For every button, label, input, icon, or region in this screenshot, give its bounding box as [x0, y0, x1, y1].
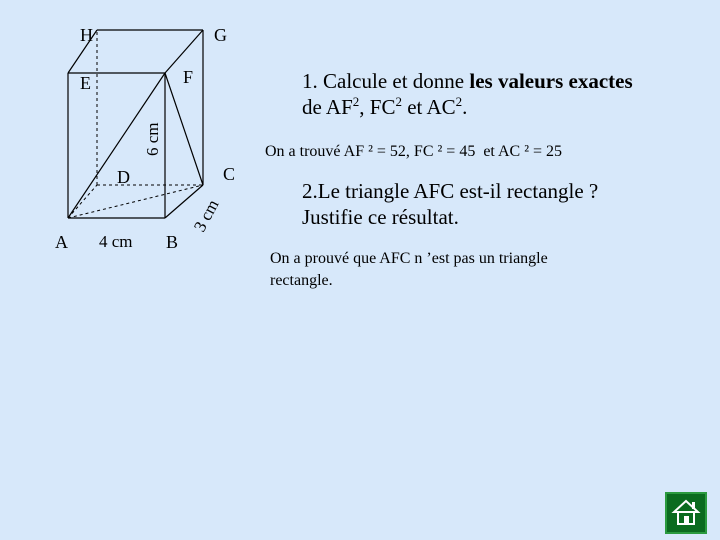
vertex-E: E [80, 73, 91, 93]
edge-AD [68, 185, 97, 218]
answer-2: On a prouvé que AFC n ’est pas un triangle rectangle. [270, 250, 548, 289]
segment-FC [165, 73, 203, 185]
dimension-height: 6 cm [143, 122, 162, 156]
vertex-C: C [223, 164, 236, 184]
vertex-G: G [214, 25, 227, 45]
home-button[interactable] [665, 492, 707, 534]
vertex-A: A [55, 232, 68, 252]
vertex-D: D [117, 167, 130, 187]
vertex-F: F [183, 67, 194, 87]
segment-AC [68, 185, 203, 218]
home-icon [667, 494, 705, 532]
question-1: 1. Calcule et donne les valeurs exactes de $AF^2$, $FC^2$ et $AC^2$. [302, 69, 633, 120]
vertex-B: B [166, 232, 179, 252]
dimension-depth: 3 cm [190, 196, 223, 235]
answer-1: On a trouvé AF ² = 52, FC ² = 45 et AC ² = 25 [265, 143, 563, 160]
question-2: 2.Le triangle AFC est-il rectangle ? Justifie ce résultat. [302, 179, 599, 230]
vertex-H: H [80, 25, 93, 45]
dimension-width: 4 cm [99, 232, 133, 251]
